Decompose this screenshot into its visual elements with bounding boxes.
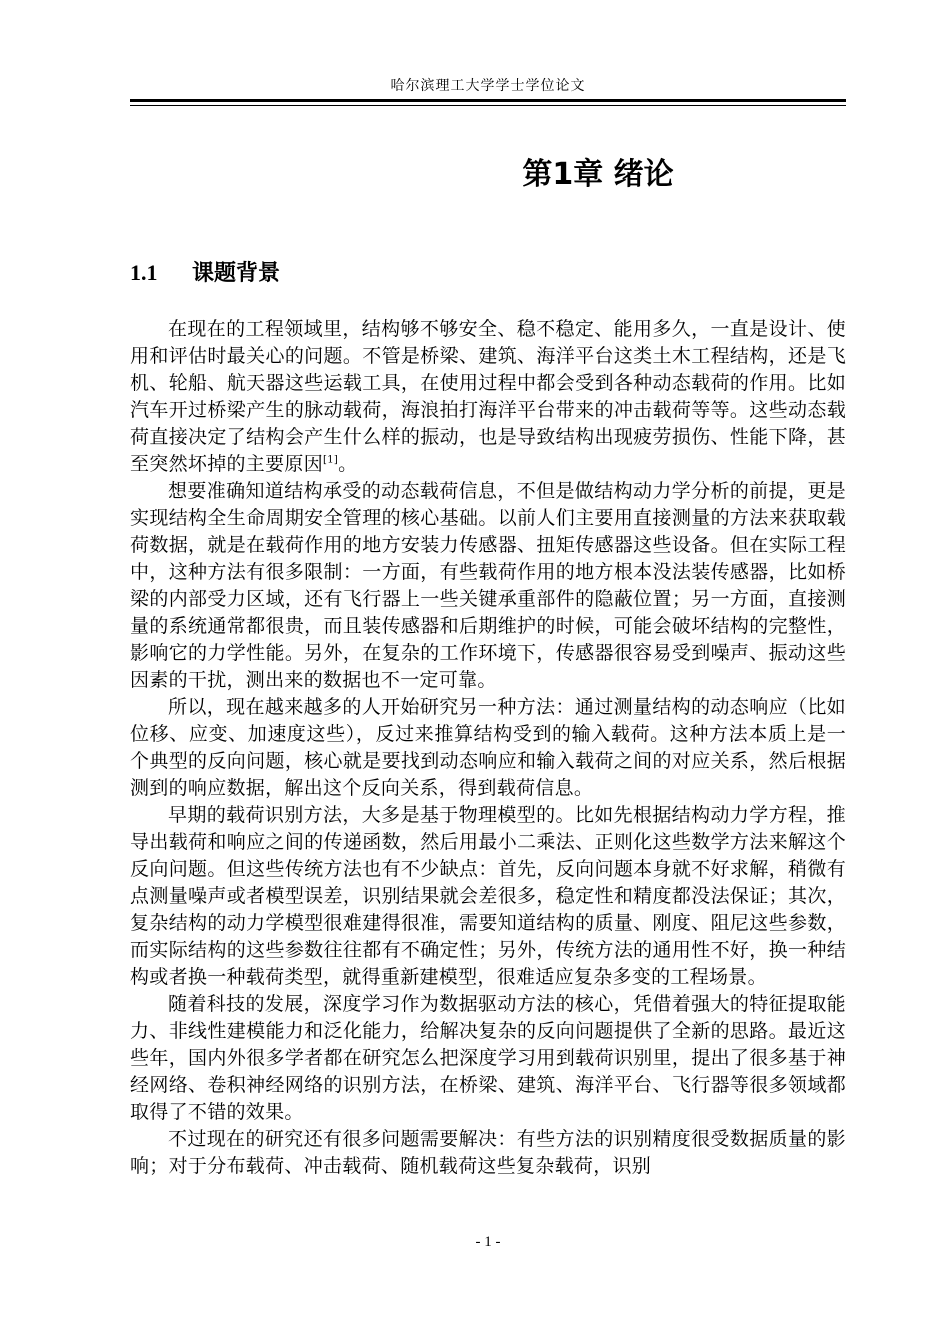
body-text: [130, 316, 846, 1180]
paragraph-5: 随着科技的发展，深度学习作为数据驱动方法的核心，凭借着强大的特征提取能力、非线性建模能力和泛化能力，给解决复杂的反向问题提供了全新的思路。最近这些年，国内外很多学者都在研究怎么把深度学习用到载荷识别里，提出了很多基于神经网络、卷积神经网络的识别方法，在桥梁、建筑、海洋平台、飞行器等很多领域都取得了不错的效果。: [130, 993, 846, 1123]
header-rule-thick: [130, 99, 846, 102]
paragraph-2: 想要准确知道结构承受的动态载荷信息，不但是做结构动力学分析的前提，更是实现结构全生命周期安全管理的核心基础。以前人们主要用直接测量的方法来获取载荷数据，就是在载荷作用的地方安装力传感器、扭矩传感器这些设备。但在实际工程中，这种方法有很多限制：一方面，有些载荷作用的地方根本没法装传感器，比如桥梁的内部受力区域，还有飞行器上一些关键承重部件的隐蔽位置；另一方面，直接测量的系统通常都很贵，而且装传感器和后期维护的时候，可能会破坏结构的完整性，影响它的力学性能。另外，在复杂的工作环境下，传感器很容易受到噪声、振动这些因素的干扰，测出来的数据也不一定可靠。: [130, 480, 846, 691]
paragraph-6: 不过现在的研究还有很多问题需要解决：有些方法的识别精度很受数据质量的影响；对于分布载荷、冲击载荷、随机载荷这些复杂载荷，识别: [130, 1128, 846, 1177]
paragraph-4: 早期的载荷识别方法，大多是基于物理模型的。比如先根据结构动力学方程，推导出载荷和响应之间的传递函数，然后用最小二乘法、正则化这些数学方法来解这个反向问题。但这些传统方法也有不少缺点：首先，反向问题本身就不好求解，稍微有点测量噪声或者模型误差，识别结果就会差很多，稳定性和精度都没法保证；其次，复杂结构的动力学模型很难建得很准，需要知道结构的质量、刚度、阻尼这些参数，而实际结构的这些参数往往都有不确定性；另外，传统方法的通用性不好，换一种结构或者换一种载荷类型，就得重新建模型，很难适应复杂多变的工程场景。: [130, 804, 846, 988]
running-header: 哈尔滨理工大学学士学位论文: [390, 78, 586, 94]
paragraph-1: [130, 316, 846, 478]
section-title: 课题背景: [192, 261, 281, 286]
header-rule-thin: [130, 105, 846, 106]
section-number: 1.1: [130, 260, 158, 285]
paragraph-1-text: 在现在的工程领域里，结构够不够安全、稳不稳定、能用多久，一直是设计、使用和评估时最关心的问题。不管是桥梁、建筑、海洋平台这类土木工程结构，还是飞机、轮船、航天器这些运载工具，在使用过程中都会受到各种动态载荷的作用。比如汽车开过桥梁产生的脉动载荷，海浪拍打海洋平台带来的冲击载荷等等。这些动态载荷直接决定了结构会产生什么样的振动，也是导致结构出现疲劳损伤、性能下降，甚至突然坏掉的主要原因: [130, 318, 846, 475]
paragraph-3: 所以，现在越来越多的人开始研究另一种方法：通过测量结构的动态响应（比如位移、应变、加速度这些），反过来推算结构受到的输入载荷。这种方法本质上是一个典型的反向问题，核心就是要找到动态响应和输入载荷之间的对应关系，然后根据测到的响应数据，解出这个反向关系，得到载荷信息。: [130, 696, 846, 799]
section-heading: [130, 256, 280, 291]
chapter-title: 第1章 绪论: [522, 157, 674, 192]
citation-marker: [1]: [323, 454, 339, 466]
page-number: - 1 -: [475, 1234, 501, 1250]
paragraph-1-tail: 。: [338, 453, 358, 475]
